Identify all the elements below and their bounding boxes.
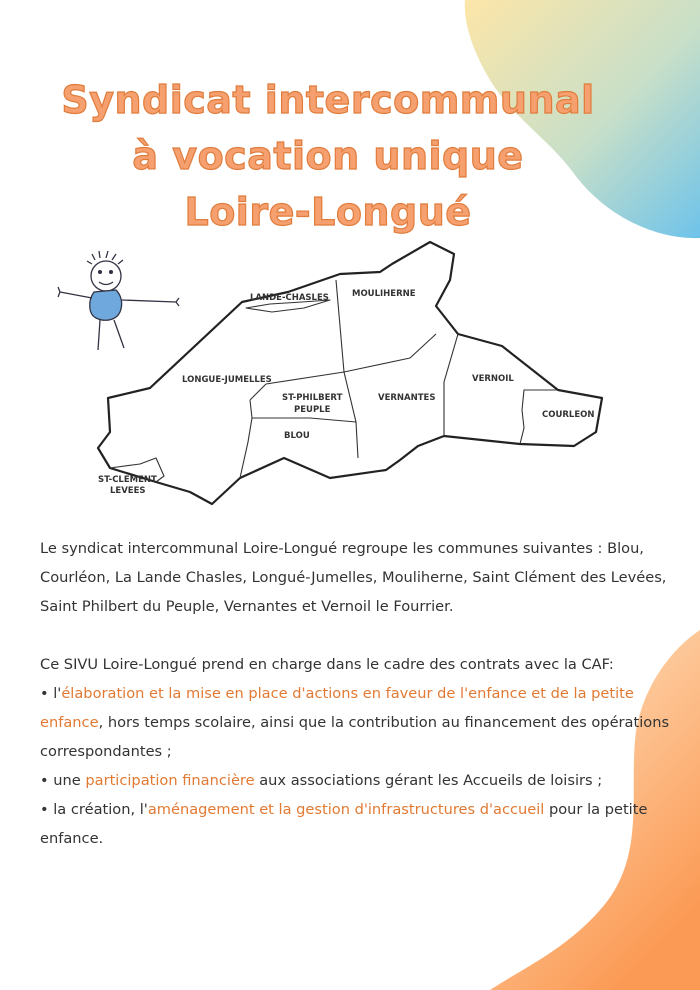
mission-item-3 [40,795,670,853]
mission-2-highlight: participation financière [85,772,255,789]
map-label-vernoil: VERNOIL [472,374,514,384]
mission-item-2 [40,766,670,795]
map-label-mouliherne: MOULIHERNE [352,289,416,299]
map-label-st-philbert-2: PEUPLE [294,405,331,415]
map-label-lande-chasles: LANDE-CHASLES [250,293,329,303]
map-label-st-philbert-1: ST-PHILBERT [282,393,343,403]
stick-figure-drawing [58,251,179,350]
mission-3-prefix: • la création, l' [40,801,148,818]
mission-2-prefix: • une [40,772,86,789]
title-line-3: Loire-Longué [184,190,472,234]
mission-3-suffix: pour la petite enfance. [40,801,648,847]
mission-3-highlight: aménagement et la gestion d'infrastructures d'accueil [147,801,545,818]
map-label-blou: BLOU [284,431,310,441]
mission-1-prefix: • l' [40,685,62,702]
page-title [0,72,656,240]
missions-lead: Ce SIVU Loire-Longué prend en charge dans le cadre des contrats avec la CAF: [40,656,614,673]
map-label-vernantes: VERNANTES [378,393,436,403]
mission-2-suffix: aux associations gérant les Accueils de loisirs ; [254,772,603,789]
mission-item-1 [40,679,670,766]
map-label-longue-jumelles: LONGUE-JUMELLES [182,375,272,385]
mission-1-highlight: élaboration et la mise en place d'actions en faveur de l'enfance et de la petite enfance [40,685,634,731]
mission-1-suffix: , hors temps scolaire, ainsi que la contribution au financement des opérations correspondantes ; [40,714,670,760]
paragraph-spacer [40,621,670,650]
map-outer-border [98,242,602,504]
map-label-st-clement-2: LEVEES [110,486,146,496]
title-line-1: Syndicat intercommunal [61,78,595,122]
body-text [40,534,670,853]
communes-map [40,232,620,522]
map-label-courleon: COURLEON [542,410,595,420]
intro-paragraph: Le syndicat intercommunal Loire-Longué regroupe les communes suivantes : Blou, Courléon, La Lande Chasles, Longué-Jumelles, Mouliherne, Saint Clément des Levées, Saint Philbert du Peuple, Vernantes et Vernoil le Fourrier. [40,540,667,615]
map-label-st-clement-1: ST-CLEMENT [98,475,157,485]
title-line-2: à vocation unique [132,134,524,178]
